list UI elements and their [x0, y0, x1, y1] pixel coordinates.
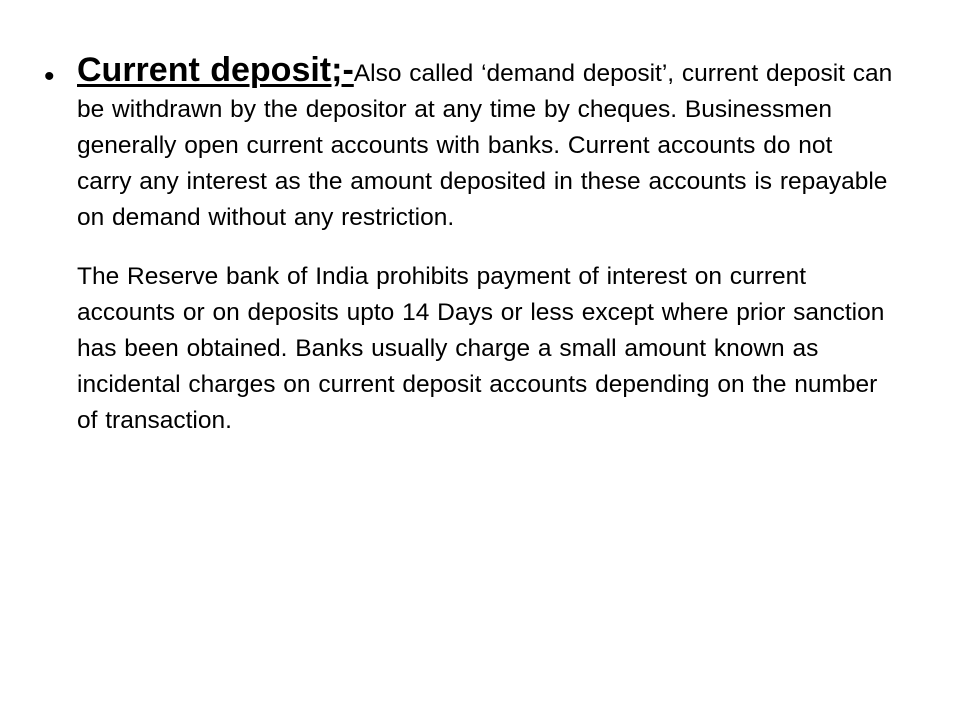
paragraph-reserve-bank: The Reserve bank of India prohibits payment of interest on current accounts or on deposits upto 14 Days or less except where prior sanction has been obtained. Banks usually charge a small amount known as incidental charges on current deposit accounts depending on the number of transaction. [77, 263, 885, 434]
paragraph-1-text: Also called ‘demand deposit’, current deposit can be withdrawn by the depositor at any time by cheques. Businessmen generally open current accounts with banks. Current accounts do not carry any interest as the amount deposited in these accounts is repayable on demand without any restriction. [77, 60, 893, 231]
bullet-dot-icon: • [44, 60, 55, 93]
slide-content [44, 50, 894, 439]
heading-current-deposit: Current deposit;- [77, 51, 354, 89]
paragraph-current-deposit [77, 50, 894, 236]
bullet-item [44, 50, 894, 439]
